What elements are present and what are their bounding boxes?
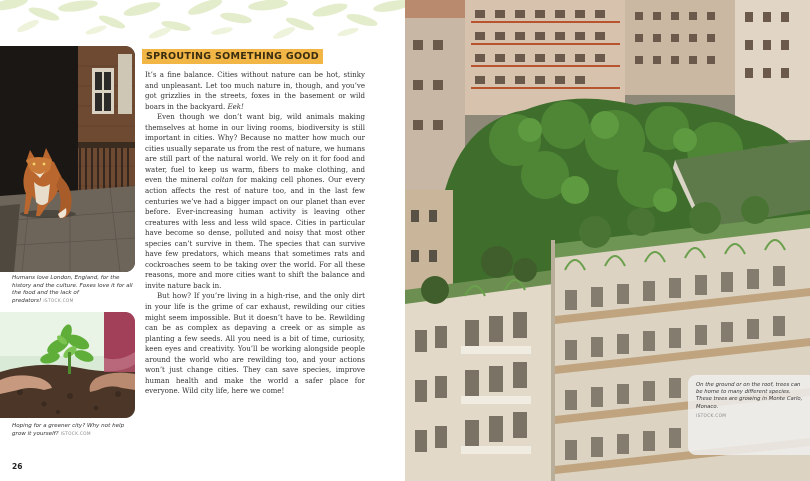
fox-caption-credit: ISTOCK.COM (43, 298, 74, 304)
planting-hands-illustration (0, 312, 135, 418)
section-heading: SPROUTING SOMETHING GOOD (146, 51, 319, 62)
right-page (405, 0, 810, 481)
paragraph-1-text: It’s a fine balance. Cities without nature can be hot, stinky and unpleasant. Let too much nature in, though, and you’ve got grizzlies in the streets, foxes in the basement or wild boars in the backyard. (145, 70, 365, 111)
fox-street-illustration (0, 46, 135, 272)
fox-caption-text: Humans love London, England, for the history and the culture. Foxes love it for all the food and the lack of predators! (12, 275, 133, 304)
paragraph-3 (145, 291, 365, 396)
paragraph-3-text: But how? If you’re living in a high-rise, and the only dirt in your life is the grime of car exhaust, rewilding our cities might seem impossible. But it doesn’t have to be. Rewilding can be as complex as depaving a creek or as simple as planting a few seeds. All you need is a bit of time, curiosity, keen eyes and creativity. You’ll be working alongside people around the world who are rewilding too, and your actions won’t just change cities. They can save species, improve human health and make the world a safer place for everyone. Wild city life, here we come! (145, 291, 365, 396)
plant-caption-text: Hoping for a greener city? Why not help grow it yourself? (12, 423, 125, 437)
planting-photo (0, 312, 135, 418)
rooftop-caption-text: On the ground or on the roof, trees can be home to many different species. These trees are growing in Monte Carlo, Monaco. (696, 382, 803, 410)
section-heading-highlight (142, 49, 323, 64)
paragraph-1 (145, 70, 365, 112)
paragraph-2-tail: for making cell phones. Our every action affects the rest of nature too, and in the last few centuries we’ve had a bigger impact on our planet than ever before. Ever-increasing human activity is leaving other creatures with less and less wild space. Cities in particular have become so dense, polluted and noisy that most other species can’t survive in them. The species that can survive have few predators, which means that sometimes rats and cockroaches seem to be taking over the world. For all these reasons, more and more cities want to shift the balance and invite nature back in. (145, 175, 365, 290)
paragraph-1-emphasis: Eek! (227, 101, 244, 111)
planting-photo-caption (12, 423, 137, 438)
plant-caption-credit: ISTOCK.COM (60, 431, 91, 437)
paragraph-2-emphasis: coltan (211, 175, 234, 185)
paragraph-2 (145, 112, 365, 291)
rooftop-caption-credit: ISTOCK.COM (696, 413, 727, 419)
page-number: 26 (12, 462, 23, 471)
body-text (145, 70, 365, 397)
rooftop-photo-caption (688, 375, 810, 455)
paragraph-2-text: Even though we don’t want big, wild animals making themselves at home in our living rooms, biodiversity is still important in cities. Why? Because no matter how much our cities usually separate us from the rest of nature, we humans are still part of the natural world. We rely on it for food and water, fuel to keep us warm, fibers to make clothing, and even the mineral (145, 112, 365, 185)
fox-photo (0, 46, 135, 272)
leaf-pattern-banner (0, 0, 405, 40)
fox-photo-caption (12, 275, 134, 305)
